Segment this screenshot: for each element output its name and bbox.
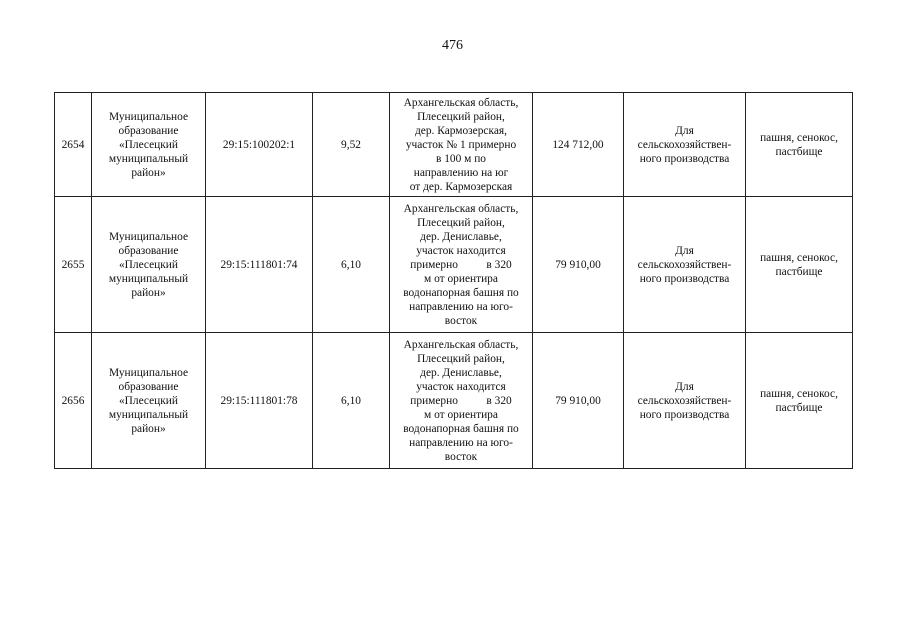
cell-owner-line: образование — [118, 124, 179, 137]
cell-location-line: дер. Дениславье, — [420, 366, 502, 379]
cell-location-line: м от ориентира — [424, 408, 498, 421]
cell-location-line: восток — [444, 450, 478, 463]
table-row — [55, 93, 853, 197]
cell-land-use-line: пашня, сенокос, — [760, 131, 838, 144]
cell-land-category-line: сельскохозяйствен- — [637, 138, 732, 151]
cell-location-line: дер. Кармозерская, — [415, 124, 507, 137]
cell-land-category-line: Для — [675, 380, 694, 393]
cell-area: 9,52 — [313, 93, 390, 197]
cell-owner — [92, 197, 206, 333]
cell-owner-line: район» — [131, 166, 166, 179]
cell-cadastral-value: 79 910,00 — [533, 333, 624, 469]
cell-owner-line: «Плесецкий — [118, 394, 179, 407]
cell-land-use — [746, 197, 853, 333]
cell-location-line: направлению на юго- — [409, 436, 513, 449]
cell-owner-line: образование — [118, 244, 179, 257]
cell-location-line: в 100 м по — [435, 152, 486, 165]
cell-owner-line: район» — [131, 286, 166, 299]
cell-owner-line: муниципальный — [108, 408, 189, 421]
cell-owner-line: Муниципальное — [108, 366, 189, 379]
cell-land-category-line: сельскохозяйствен- — [637, 258, 732, 271]
cell-land-use-line: пастбище — [775, 265, 823, 278]
cell-land-use — [746, 333, 853, 469]
cell-owner-line: муниципальный — [108, 272, 189, 285]
cell-owner-line: «Плесецкий — [118, 138, 179, 151]
cell-owner — [92, 93, 206, 197]
cell-land-category-line: сельскохозяйствен- — [637, 394, 732, 407]
cell-location-line: участок № 1 примерно — [405, 138, 517, 151]
cell-location-line: Архангельская область, — [403, 96, 519, 109]
cell-location — [390, 333, 533, 469]
cell-location-line: водонапорная башня по — [403, 286, 519, 299]
cell-location-line: Плесецкий район, — [417, 110, 505, 123]
cell-location-line: Плесецкий район, — [417, 216, 505, 229]
cell-cadastral-number: 29:15:100202:1 — [206, 93, 313, 197]
cell-location-line: Архангельская область, — [403, 338, 519, 351]
land-registry-table — [54, 92, 853, 469]
cell-land-category-line: Для — [675, 244, 694, 257]
cell-land-category — [624, 197, 746, 333]
table-row — [55, 197, 853, 333]
cell-number: 2656 — [55, 333, 92, 469]
cell-number: 2654 — [55, 93, 92, 197]
cell-land-use-line: пастбище — [775, 401, 823, 414]
cell-owner-line: Муниципальное — [108, 110, 189, 123]
cell-area: 6,10 — [313, 197, 390, 333]
cell-cadastral-value: 79 910,00 — [533, 197, 624, 333]
cell-owner-line: образование — [118, 380, 179, 393]
cell-owner-line: муниципальный — [108, 152, 189, 165]
cell-land-use-line: пастбище — [775, 145, 823, 158]
cell-location — [390, 197, 533, 333]
cell-owner-line: Муниципальное — [108, 230, 189, 243]
cell-cadastral-value: 124 712,00 — [533, 93, 624, 197]
cell-land-category — [624, 333, 746, 469]
cell-location-line: дер. Дениславье, — [420, 230, 502, 243]
cell-area: 6,10 — [313, 333, 390, 469]
cell-land-category-line: ного производства — [639, 408, 730, 421]
cell-location-line: Архангельская область, — [403, 202, 519, 215]
cell-cadastral-number: 29:15:111801:78 — [206, 333, 313, 469]
page-number: 476 — [442, 38, 463, 53]
cell-location-line: участок находится — [416, 244, 506, 257]
cell-owner-line: район» — [131, 422, 166, 435]
cell-location-line: от дер. Кармозерская — [409, 180, 513, 193]
cell-location-line: Плесецкий район, — [417, 352, 505, 365]
cell-land-use — [746, 93, 853, 197]
table-row — [55, 333, 853, 469]
cell-land-category-line: ного производства — [639, 272, 730, 285]
cell-land-category-line: ного производства — [639, 152, 730, 165]
cell-cadastral-number: 29:15:111801:74 — [206, 197, 313, 333]
cell-land-use-line: пашня, сенокос, — [760, 387, 838, 400]
cell-location-line: м от ориентира — [424, 272, 498, 285]
cell-land-use-line: пашня, сенокос, — [760, 251, 838, 264]
cell-number: 2655 — [55, 197, 92, 333]
cell-location-line: водонапорная башня по — [403, 422, 519, 435]
cell-location-line: участок находится — [416, 380, 506, 393]
cell-location-line: восток — [444, 314, 478, 327]
cell-owner-line: «Плесецкий — [118, 258, 179, 271]
cell-location-line: направлению на юг — [413, 166, 509, 179]
cell-location-line: примерно в 320 — [410, 394, 512, 407]
cell-owner — [92, 333, 206, 469]
cell-location-line: направлению на юго- — [409, 300, 513, 313]
cell-location-line: примерно в 320 — [410, 258, 512, 271]
cell-land-category — [624, 93, 746, 197]
cell-land-category-line: Для — [675, 124, 694, 137]
cell-location — [390, 93, 533, 197]
